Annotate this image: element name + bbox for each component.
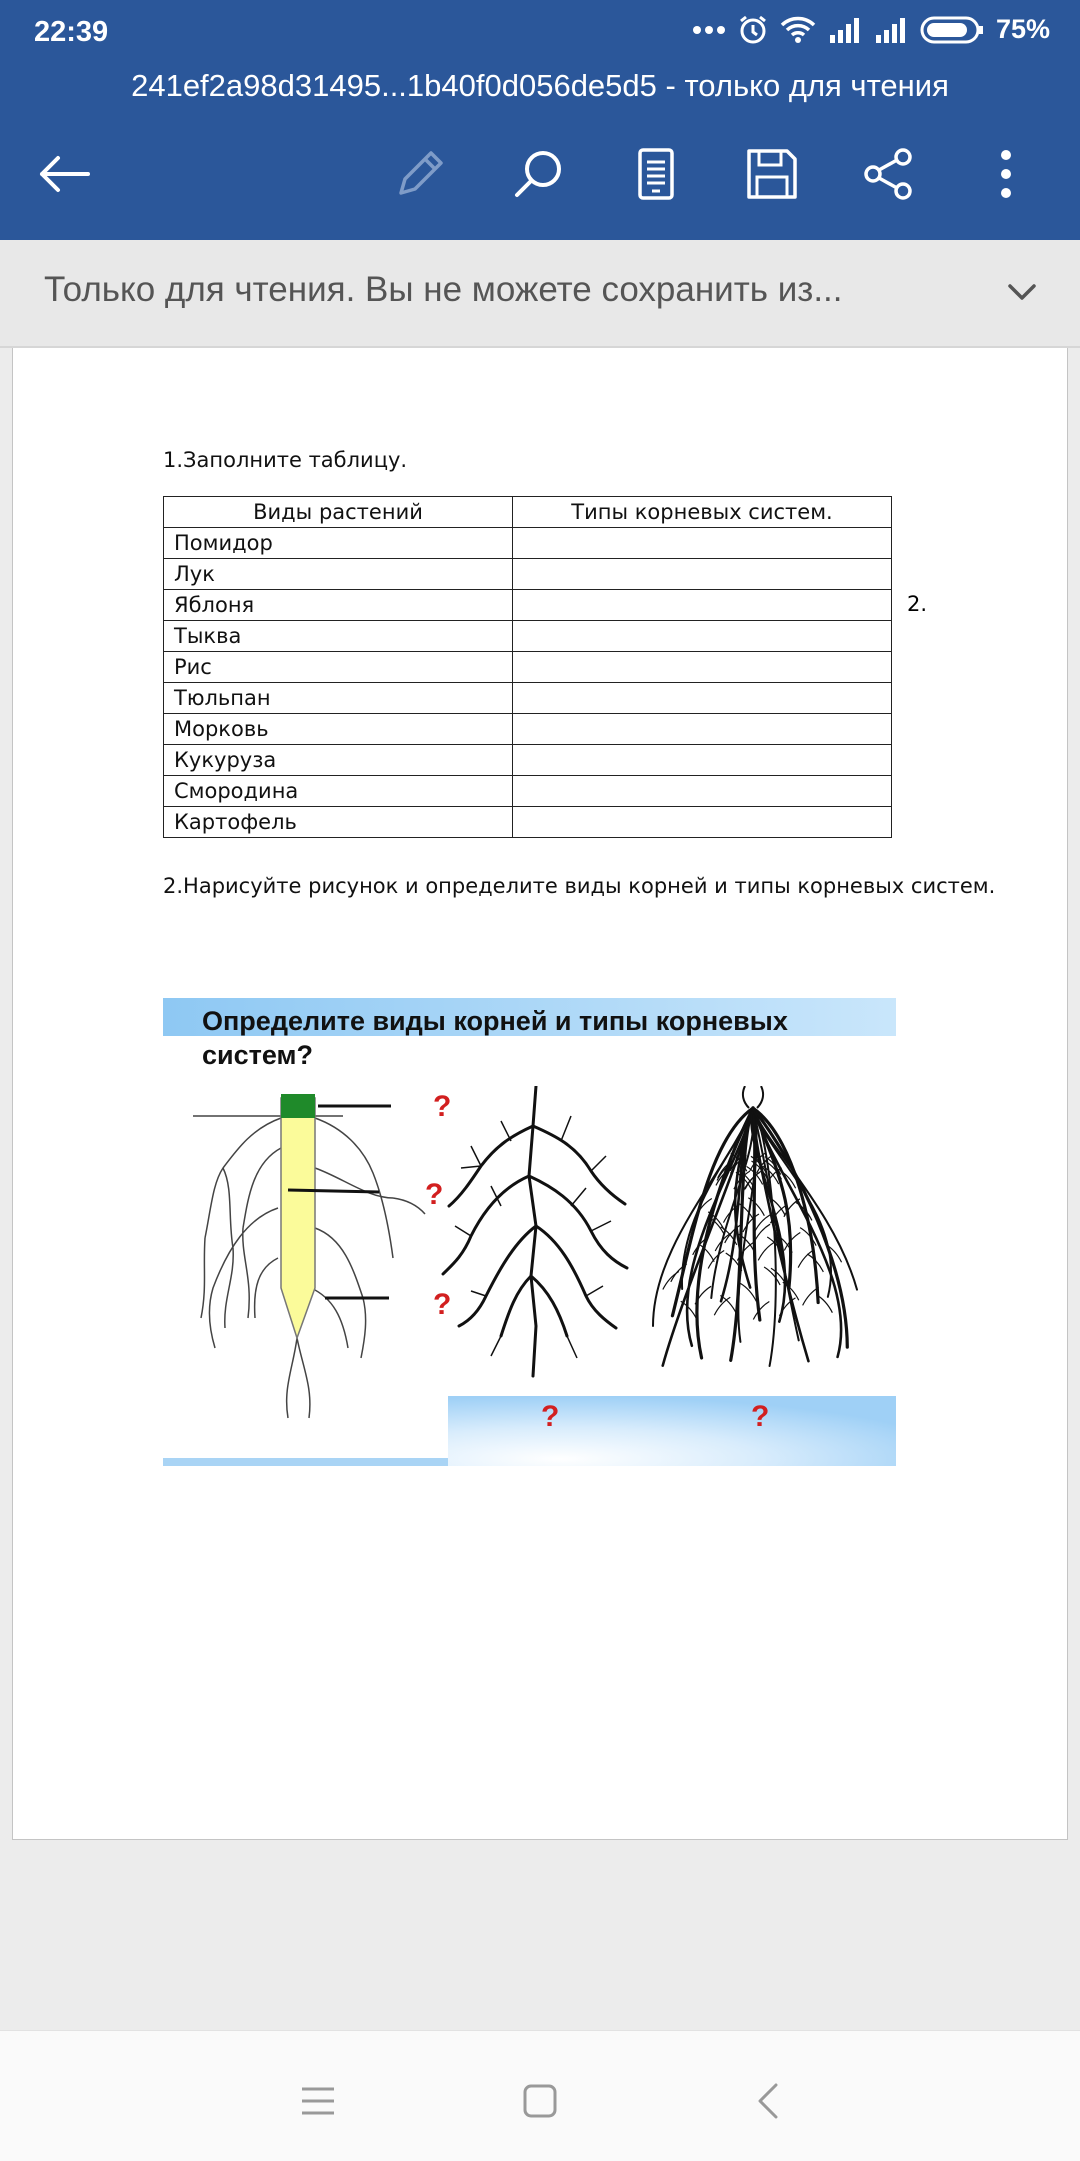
plant-name: Помидор [164, 528, 513, 559]
root-type-cell [513, 745, 892, 776]
search-button[interactable] [500, 136, 576, 212]
fibrous-root-illustration [645, 1086, 865, 1376]
question-2: 2.Нарисуйте рисунок и определите виды корней и типы корневых систем. [163, 874, 996, 898]
plant-name: Кукуруза [164, 745, 513, 776]
banner-text: Только для чтения. Вы не можете сохранить из... [44, 270, 843, 309]
table-row [164, 683, 892, 714]
status-time: 22:39 [34, 16, 109, 48]
figure-title: Определите виды корней и типы корневых систем? [202, 1006, 788, 1070]
taproot-system-illustration [441, 1086, 631, 1386]
more-vert-icon [999, 149, 1013, 199]
more-dots-icon [692, 24, 726, 36]
search-icon [511, 147, 565, 201]
question-mark-2: ? [425, 1178, 444, 1211]
back-chevron-icon [756, 2083, 780, 2119]
mobile-view-icon [636, 147, 676, 201]
battery-level: 75% [995, 14, 1050, 44]
taproot-illustration [193, 1088, 433, 1428]
status-bar [0, 0, 1080, 66]
table-row [164, 776, 892, 807]
table-row [164, 807, 892, 838]
root-type-cell [513, 528, 892, 559]
home-button[interactable] [510, 2071, 570, 2131]
root-type-cell [513, 590, 892, 621]
signal-icon-2 [874, 17, 908, 43]
question-mark-5: ? [751, 1400, 770, 1433]
table-header-row [164, 497, 892, 528]
save-button[interactable] [734, 136, 810, 212]
home-square-icon [523, 2084, 557, 2118]
more-options-button[interactable] [968, 136, 1044, 212]
root-type-cell [513, 776, 892, 807]
table-row [164, 652, 892, 683]
toolbar [0, 136, 1080, 212]
plants-table [163, 496, 892, 838]
battery-icon [920, 16, 984, 44]
table-row [164, 714, 892, 745]
root-systems-figure [163, 998, 896, 1466]
root-type-cell [513, 714, 892, 745]
table-row [164, 590, 892, 621]
share-button[interactable] [850, 136, 926, 212]
document-title: 241ef2a98d31495...1b40f0d056de5d5 - только для чтения [131, 68, 949, 103]
table-row [164, 528, 892, 559]
plant-name: Смородина [164, 776, 513, 807]
back-nav-button[interactable] [738, 2071, 798, 2131]
status-icons [692, 14, 1050, 45]
menu-icon [300, 2086, 336, 2116]
system-nav-bar [0, 2030, 1080, 2161]
read-only-banner[interactable] [0, 240, 1080, 348]
question-1: 1.Заполните таблицу. [163, 448, 408, 472]
plant-name: Картофель [164, 807, 513, 838]
root-type-cell [513, 621, 892, 652]
root-type-cell [513, 652, 892, 683]
save-icon [745, 147, 799, 201]
alarm-icon [738, 15, 768, 45]
question-mark-3: ? [433, 1288, 452, 1321]
edit-button[interactable] [382, 136, 458, 212]
app-bar [0, 0, 1080, 240]
plant-name: Морковь [164, 714, 513, 745]
plant-name: Тюльпан [164, 683, 513, 714]
root-type-cell [513, 683, 892, 714]
back-button[interactable] [26, 136, 102, 212]
table-row [164, 559, 892, 590]
plant-name: Лук [164, 559, 513, 590]
table-row [164, 621, 892, 652]
table-header: Типы корневых систем. [513, 497, 892, 528]
document-page[interactable] [12, 348, 1068, 1840]
root-type-cell [513, 807, 892, 838]
mobile-view-button[interactable] [618, 136, 694, 212]
plant-name: Яблоня [164, 590, 513, 621]
question-mark-1: ? [433, 1090, 452, 1123]
table-header: Виды растений [164, 497, 513, 528]
table-row [164, 745, 892, 776]
plant-name: Рис [164, 652, 513, 683]
plant-name: Тыква [164, 621, 513, 652]
pencil-icon [393, 147, 447, 201]
side-number: 2. [907, 592, 928, 616]
back-arrow-icon [36, 154, 92, 194]
wifi-icon [780, 16, 816, 44]
root-type-cell [513, 559, 892, 590]
chevron-down-icon[interactable] [1004, 274, 1040, 310]
signal-icon [828, 17, 862, 43]
share-icon [861, 147, 915, 201]
question-mark-4: ? [541, 1400, 560, 1433]
menu-button[interactable] [288, 2071, 348, 2131]
